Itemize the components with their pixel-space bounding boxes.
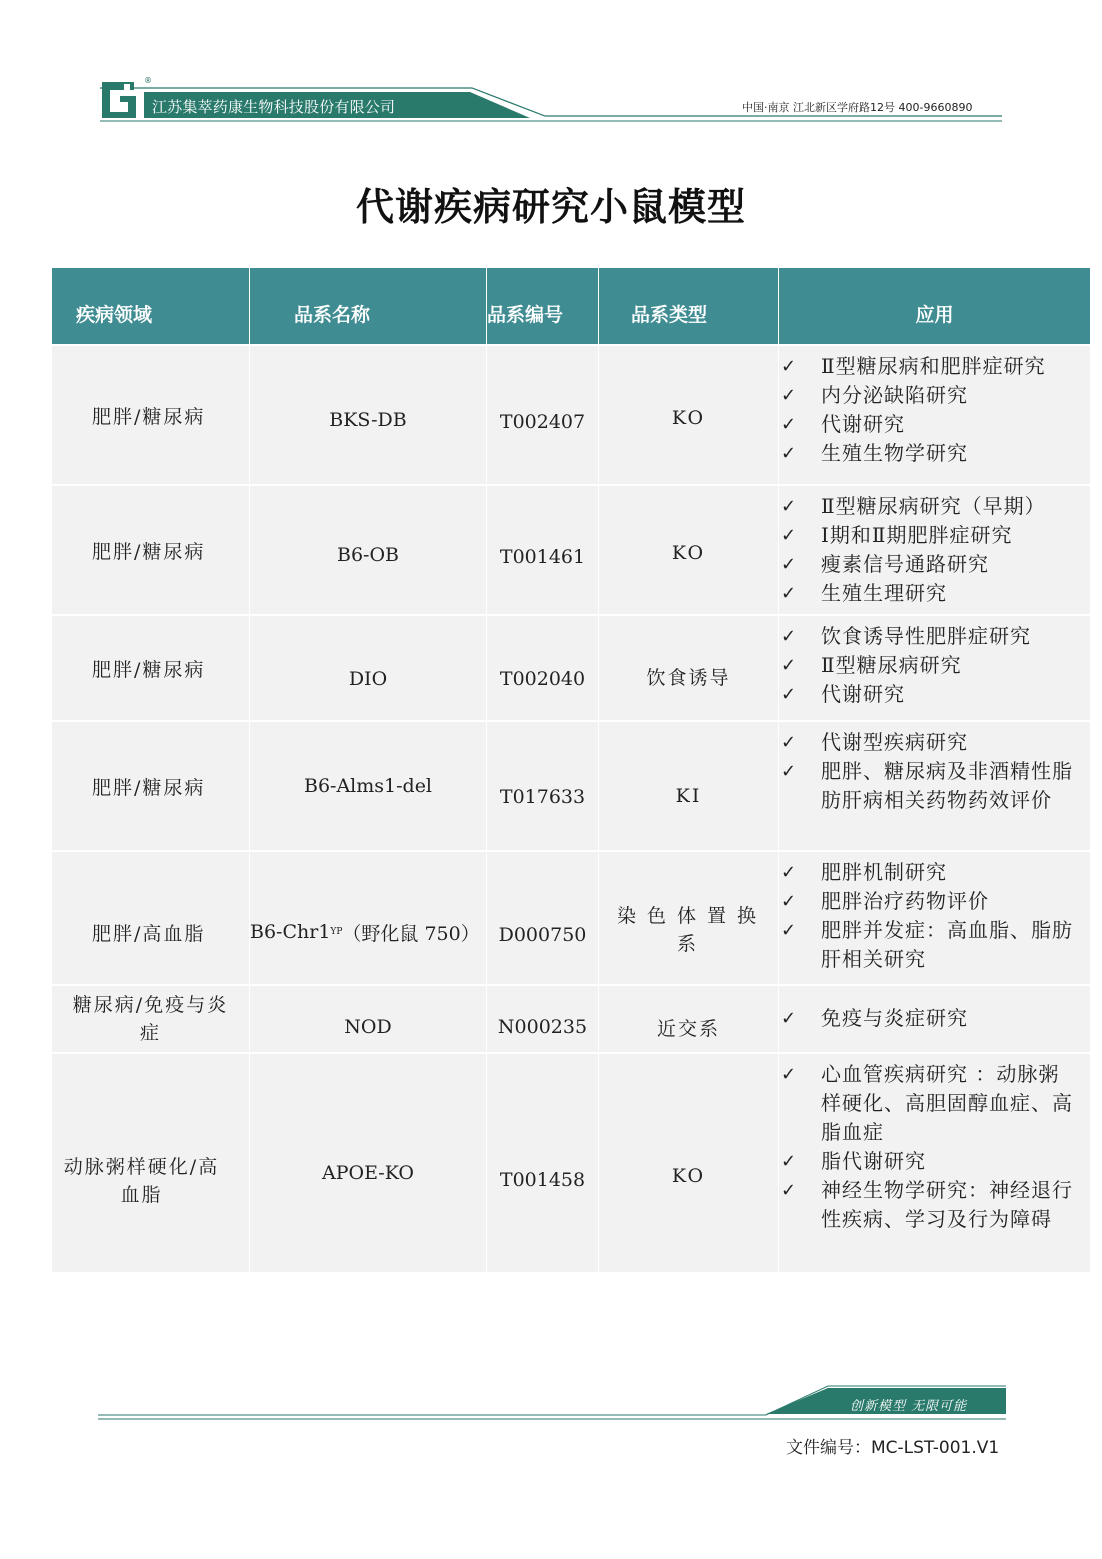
table-row bbox=[52, 1052, 1090, 1272]
application-cell bbox=[779, 1054, 1090, 1272]
column-header-strain: 品系名称 bbox=[250, 268, 487, 344]
strain-type-cell: KO bbox=[599, 1054, 779, 1272]
checkmark-icon: ✓ bbox=[781, 626, 798, 647]
strain-code-cell: N000235 bbox=[487, 986, 599, 1052]
table-row bbox=[52, 720, 1090, 850]
strain-name-main: B6-Chr1 bbox=[250, 921, 331, 943]
application-item: ✓ 心血管疾病研究 ：动脉粥样硬化、高胆固醇血症、高脂血症 bbox=[781, 1062, 1073, 1144]
application-item: ✓ 脂代谢研究 bbox=[779, 1147, 1090, 1176]
strain-code-cell: T001461 bbox=[487, 486, 599, 614]
application-cell bbox=[779, 486, 1090, 614]
strain-name-cell bbox=[250, 852, 487, 984]
application-item: ✓ 神经生物学研究：神经退行性疾病、学习及行为障碍 bbox=[781, 1178, 1073, 1231]
table-row bbox=[52, 484, 1090, 614]
checkmark-icon: ✓ bbox=[781, 1008, 798, 1029]
column-header-disease: 疾病领域 bbox=[52, 268, 250, 344]
checkmark-icon: ✓ bbox=[781, 1180, 798, 1201]
strain-type-cell: 染色体置换系 bbox=[599, 852, 779, 984]
application-item: ✓ 肥胖机制研究 bbox=[779, 858, 1090, 887]
strain-code-cell: T002407 bbox=[487, 346, 599, 484]
strain-name-cell: APOE-KO bbox=[250, 1054, 487, 1272]
strain-type-cell: 饮食诱导 bbox=[599, 616, 779, 720]
strain-type-cell: KO bbox=[599, 486, 779, 614]
strain-name-cell: B6-Alms1-del bbox=[250, 722, 487, 850]
application-item: ✓ 肥胖并发症：高血脂、脂肪肝相关研究 bbox=[781, 918, 1073, 971]
checkmark-icon: ✓ bbox=[781, 684, 798, 705]
strain-code-cell: D000750 bbox=[487, 852, 599, 984]
application-item: ✓ 肥胖、糖尿病及非酒精性脂肪肝病相关药物药效评价 bbox=[781, 759, 1073, 812]
strain-name-cell: BKS-DB bbox=[250, 346, 487, 484]
checkmark-icon: ✓ bbox=[781, 385, 798, 406]
checkmark-icon: ✓ bbox=[781, 920, 798, 941]
disease-cell: 肥胖/糖尿病 bbox=[52, 616, 250, 720]
checkmark-icon: ✓ bbox=[781, 496, 798, 517]
application-cell bbox=[779, 722, 1090, 850]
gt-logo-icon bbox=[98, 78, 142, 120]
footer-slogan: 创新模型 无限可能 bbox=[850, 1399, 968, 1414]
application-item: ✓ 生殖生物学研究 bbox=[779, 439, 1090, 468]
disease-cell: 肥胖/糖尿病 bbox=[52, 486, 250, 614]
disease-cell: 肥胖/糖尿病 bbox=[52, 346, 250, 484]
application-item: ✓ 代谢研究 bbox=[779, 680, 1090, 709]
application-item: ✓ Ⅱ型糖尿病和肥胖症研究 bbox=[779, 352, 1090, 381]
application-item: ✓ 代谢研究 bbox=[779, 410, 1090, 439]
application-cell bbox=[779, 616, 1090, 720]
checkmark-icon: ✓ bbox=[781, 732, 798, 753]
table-header bbox=[52, 268, 1090, 344]
checkmark-icon: ✓ bbox=[781, 1064, 798, 1085]
application-item: ✓ Ⅰ期和Ⅱ期肥胖症研究 bbox=[779, 521, 1090, 550]
company-name: 江苏集萃药康生物科技股份有限公司 bbox=[152, 98, 396, 116]
checkmark-icon: ✓ bbox=[781, 1151, 798, 1172]
strain-code-cell: T001458 bbox=[487, 1054, 599, 1272]
table-row bbox=[52, 614, 1090, 720]
table-row bbox=[52, 850, 1090, 984]
column-header-type: 品系类型 bbox=[599, 268, 779, 344]
page-header bbox=[0, 0, 1102, 130]
checkmark-icon: ✓ bbox=[781, 761, 798, 782]
application-cell bbox=[779, 986, 1090, 1052]
checkmark-icon: ✓ bbox=[781, 356, 798, 377]
application-item: ✓ 代谢型疾病研究 bbox=[779, 728, 1090, 757]
disease-cell: 糖尿病/免疫与炎症 bbox=[52, 986, 250, 1052]
checkmark-icon: ✓ bbox=[781, 862, 798, 883]
strain-name-cell: NOD bbox=[250, 986, 487, 1052]
checkmark-icon: ✓ bbox=[781, 414, 798, 435]
application-item: ✓ Ⅱ型糖尿病研究 bbox=[779, 651, 1090, 680]
strain-name-cell: DIO bbox=[250, 616, 487, 720]
table-row bbox=[52, 344, 1090, 484]
company-address: 中国·南京 江北新区学府路12号 400-9660890 bbox=[742, 101, 973, 114]
column-header-application: 应用 bbox=[915, 303, 954, 326]
disease-cell: 动脉粥样硬化/高血脂 bbox=[52, 1054, 250, 1272]
strain-name-suffix: （野化鼠 750） bbox=[342, 922, 480, 945]
application-item: ✓ 生殖生理研究 bbox=[779, 579, 1090, 608]
strain-type-cell: KI bbox=[599, 722, 779, 850]
checkmark-icon: ✓ bbox=[781, 554, 798, 575]
application-item: ✓ Ⅱ型糖尿病研究（早期） bbox=[779, 492, 1090, 521]
application-item: ✓ 免疫与炎症研究 bbox=[779, 1004, 1090, 1033]
disease-cell: 肥胖/糖尿病 bbox=[52, 722, 250, 850]
disease-cell: 肥胖/高血脂 bbox=[52, 852, 250, 984]
strain-code-cell: T002040 bbox=[487, 616, 599, 720]
checkmark-icon: ✓ bbox=[781, 891, 798, 912]
strain-type-cell: KO bbox=[599, 346, 779, 484]
registered-icon: ® bbox=[144, 76, 152, 85]
checkmark-icon: ✓ bbox=[781, 525, 798, 546]
table-row bbox=[52, 984, 1090, 1052]
application-item: ✓ 饮食诱导性肥胖症研究 bbox=[779, 622, 1090, 651]
application-cell bbox=[779, 346, 1090, 484]
application-cell bbox=[779, 852, 1090, 984]
checkmark-icon: ✓ bbox=[781, 443, 798, 464]
application-item: ✓ 瘦素信号通路研究 bbox=[779, 550, 1090, 579]
checkmark-icon: ✓ bbox=[781, 655, 798, 676]
strain-name-superscript: YP bbox=[330, 927, 343, 937]
column-header-code: 品系编号 bbox=[487, 268, 599, 344]
strain-type-cell: 近交系 bbox=[599, 986, 779, 1052]
strain-table bbox=[52, 268, 1090, 1272]
application-item: ✓ 内分泌缺陷研究 bbox=[779, 381, 1090, 410]
strain-code-cell: T017633 bbox=[487, 722, 599, 850]
application-item: ✓ 肥胖治疗药物评价 bbox=[779, 887, 1090, 916]
document-number: 文件编号：MC-LST-001.V1 bbox=[786, 1438, 1000, 1458]
strain-name-cell: B6-OB bbox=[250, 486, 487, 614]
checkmark-icon: ✓ bbox=[781, 583, 798, 604]
page-title: 代谢疾病研究小鼠模型 bbox=[355, 184, 746, 229]
